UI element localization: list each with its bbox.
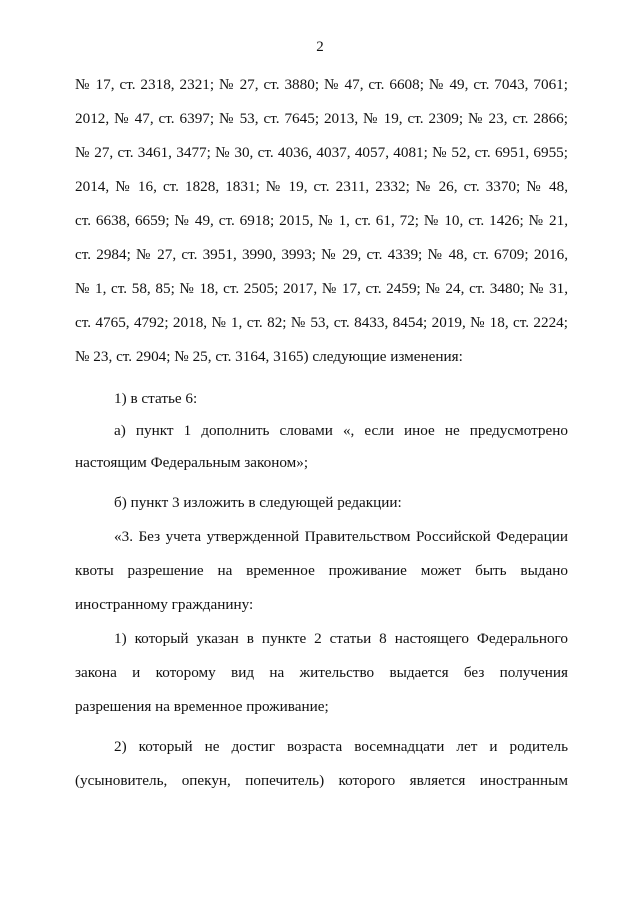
text-line: № 23, ст. 2904; № 25, ст. 3164, 3165) следующие изменения: — [75, 348, 463, 365]
text-line: № 27, ст. 3461, 3477; № 30, ст. 4036, 4037, 4057, 4081; № 52, ст. 6951, 6955; — [75, 144, 568, 161]
text-line: настоящим Федеральным законом»; — [75, 454, 309, 471]
text-line: 2) который не достиг возраста восемнадцати лет и родитель — [114, 738, 568, 755]
text-line: ст. 2984; № 27, ст. 3951, 3990, 3993; № 29, ст. 4339; № 48, ст. 6709; 2016, — [75, 246, 568, 263]
text-line: иностранному гражданину: — [75, 596, 254, 613]
text-line: «3. Без учета утвержденной Правительством Российской Федерации — [114, 528, 568, 545]
text-line: ст. 4765, 4792; 2018, № 1, ст. 82; № 53, ст. 8433, 8454; 2019, № 18, ст. 2224; — [75, 314, 568, 331]
text-line: б) пункт 3 изложить в следующей редакции: — [114, 494, 402, 511]
text-line: (усыновитель, опекун, попечитель) которого является иностранным — [75, 772, 568, 789]
text-line: разрешения на временное проживание; — [75, 698, 329, 715]
text-line: № 1, ст. 58, 85; № 18, ст. 2505; 2017, № 17, ст. 2459; № 24, ст. 3480; № 31, — [75, 280, 568, 297]
text-line: 1) в статье 6: — [114, 390, 198, 407]
text-line: квоты разрешение на временное проживание может быть выдано — [75, 562, 568, 579]
text-line: 2012, № 47, ст. 6397; № 53, ст. 7645; 2013, № 19, ст. 2309; № 23, ст. 2866; — [75, 110, 568, 127]
text-line: 1) который указан в пункте 2 статьи 8 настоящего Федерального — [114, 630, 568, 647]
text-line: 2014, № 16, ст. 1828, 1831; № 19, ст. 2311, 2332; № 26, ст. 3370; № 48, — [75, 178, 568, 195]
text-line: ст. 6638, 6659; № 49, ст. 6918; 2015, № 1, ст. 61, 72; № 10, ст. 1426; № 21, — [75, 212, 568, 229]
text-line: № 17, ст. 2318, 2321; № 27, ст. 3880; № 47, ст. 6608; № 49, ст. 7043, 7061; — [75, 76, 568, 93]
text-line: закона и которому вид на жительство выдается без получения — [75, 664, 568, 681]
page-number: 2 — [316, 39, 324, 55]
text-line: а) пункт 1 дополнить словами «, если иное не предусмотрено — [114, 422, 568, 439]
